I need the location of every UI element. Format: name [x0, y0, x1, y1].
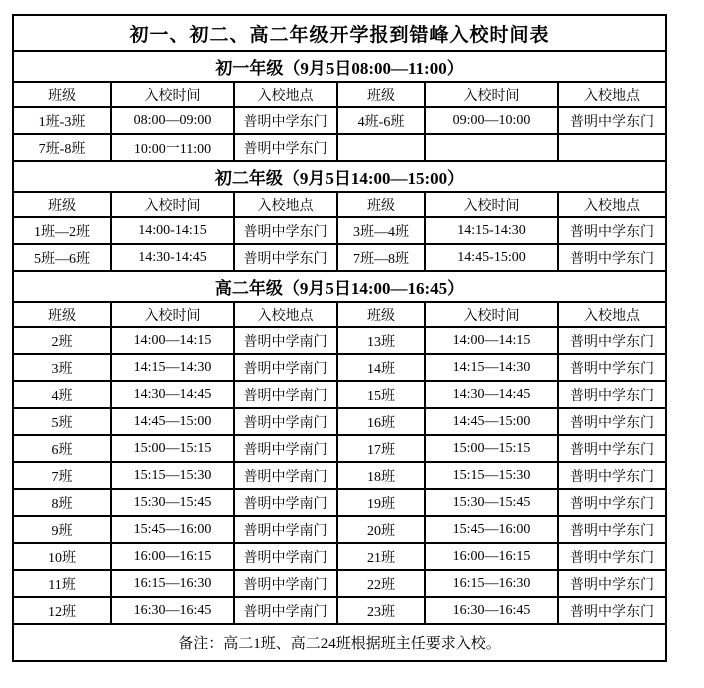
location-cell: 普明中学南门	[234, 489, 337, 516]
table-row	[13, 462, 666, 489]
class-cell: 13班	[337, 327, 425, 354]
time-cell: 14:00—14:15	[425, 327, 558, 354]
location-cell: 普明中学东门	[558, 435, 666, 462]
table-row	[13, 327, 666, 354]
column-header-class: 班级	[337, 82, 425, 107]
column-header-class: 班级	[13, 192, 111, 217]
location-cell: 普明中学东门	[558, 217, 666, 244]
class-cell: 3班	[13, 354, 111, 381]
column-header-class: 班级	[337, 192, 425, 217]
table-row	[13, 381, 666, 408]
location-cell: 普明中学南门	[234, 327, 337, 354]
note: 备注：高二1班、高二24班根据班主任要求入校。	[13, 624, 666, 661]
time-cell: 14:45-15:00	[425, 244, 558, 271]
time-cell: 15:45—16:00	[111, 516, 234, 543]
time-cell: 16:15—16:30	[425, 570, 558, 597]
class-cell: 3班—4班	[337, 217, 425, 244]
table-row	[13, 354, 666, 381]
location-cell: 普明中学东门	[234, 107, 337, 134]
section-heading-senior2: 高二年级（9月5日14:00—16:45）	[13, 271, 666, 302]
location-cell: 普明中学东门	[558, 543, 666, 570]
time-cell	[425, 134, 558, 161]
class-cell: 7班-8班	[13, 134, 111, 161]
location-cell: 普明中学南门	[234, 543, 337, 570]
time-cell: 15:00—15:15	[425, 435, 558, 462]
location-cell: 普明中学南门	[234, 462, 337, 489]
time-cell: 14:00-14:15	[111, 217, 234, 244]
location-cell: 普明中学东门	[234, 134, 337, 161]
location-cell: 普明中学南门	[234, 516, 337, 543]
location-cell: 普明中学南门	[234, 354, 337, 381]
table-row	[13, 244, 666, 271]
location-cell: 普明中学南门	[234, 597, 337, 624]
section-heading-junior1: 初一年级（9月5日08:00—11:00）	[13, 51, 666, 82]
time-cell: 14:15—14:30	[425, 354, 558, 381]
table-row	[13, 217, 666, 244]
location-cell: 普明中学南门	[234, 570, 337, 597]
time-cell: 16:15—16:30	[111, 570, 234, 597]
column-header-location: 入校地点	[234, 192, 337, 217]
location-cell: 普明中学东门	[558, 597, 666, 624]
entry-schedule-table	[12, 14, 667, 662]
class-cell: 23班	[337, 597, 425, 624]
header-row-senior2	[13, 302, 666, 327]
class-cell: 11班	[13, 570, 111, 597]
class-cell: 5班—6班	[13, 244, 111, 271]
time-cell: 15:30—15:45	[111, 489, 234, 516]
column-header-location: 入校地点	[234, 302, 337, 327]
class-cell: 7班	[13, 462, 111, 489]
class-cell: 19班	[337, 489, 425, 516]
class-cell: 5班	[13, 408, 111, 435]
table-row	[13, 435, 666, 462]
time-cell: 15:45—16:00	[425, 516, 558, 543]
location-cell: 普明中学东门	[234, 217, 337, 244]
class-cell: 1班-3班	[13, 107, 111, 134]
location-cell: 普明中学南门	[234, 381, 337, 408]
column-header-time: 入校时间	[111, 192, 234, 217]
time-cell: 14:30—14:45	[425, 381, 558, 408]
class-cell: 21班	[337, 543, 425, 570]
location-cell: 普明中学东门	[558, 462, 666, 489]
column-header-time: 入校时间	[111, 302, 234, 327]
location-cell: 普明中学南门	[234, 408, 337, 435]
class-cell: 10班	[13, 543, 111, 570]
table-row	[13, 597, 666, 624]
class-cell: 12班	[13, 597, 111, 624]
location-cell: 普明中学东门	[558, 354, 666, 381]
location-cell: 普明中学东门	[558, 327, 666, 354]
location-cell: 普明中学东门	[558, 408, 666, 435]
class-cell: 20班	[337, 516, 425, 543]
column-header-location: 入校地点	[234, 82, 337, 107]
section-heading-junior2: 初二年级（9月5日14:00—15:00）	[13, 161, 666, 192]
time-cell: 16:30—16:45	[425, 597, 558, 624]
time-cell: 14:45—15:00	[111, 408, 234, 435]
location-cell	[558, 134, 666, 161]
class-cell: 2班	[13, 327, 111, 354]
class-cell: 4班-6班	[337, 107, 425, 134]
time-cell: 08:00—09:00	[111, 107, 234, 134]
table-row	[13, 408, 666, 435]
time-cell: 09:00—10:00	[425, 107, 558, 134]
class-cell: 16班	[337, 408, 425, 435]
class-cell: 22班	[337, 570, 425, 597]
class-cell: 4班	[13, 381, 111, 408]
class-cell: 7班—8班	[337, 244, 425, 271]
column-header-location: 入校地点	[558, 82, 666, 107]
time-cell: 15:00—15:15	[111, 435, 234, 462]
table-row	[13, 134, 666, 161]
class-cell: 15班	[337, 381, 425, 408]
column-header-time: 入校时间	[111, 82, 234, 107]
class-cell: 17班	[337, 435, 425, 462]
location-cell: 普明中学东门	[558, 489, 666, 516]
time-cell: 14:30-14:45	[111, 244, 234, 271]
class-cell: 6班	[13, 435, 111, 462]
table-row	[13, 543, 666, 570]
location-cell: 普明中学东门	[558, 381, 666, 408]
class-cell: 8班	[13, 489, 111, 516]
time-cell: 14:00—14:15	[111, 327, 234, 354]
location-cell: 普明中学东门	[558, 244, 666, 271]
column-header-location: 入校地点	[558, 192, 666, 217]
class-cell: 14班	[337, 354, 425, 381]
time-cell: 16:00—16:15	[425, 543, 558, 570]
column-header-location: 入校地点	[558, 302, 666, 327]
table-row	[13, 107, 666, 134]
header-row-junior1	[13, 82, 666, 107]
column-header-class: 班级	[13, 302, 111, 327]
class-cell: 9班	[13, 516, 111, 543]
time-cell: 14:15-14:30	[425, 217, 558, 244]
location-cell: 普明中学东门	[558, 570, 666, 597]
location-cell: 普明中学东门	[558, 516, 666, 543]
column-header-time: 入校时间	[425, 192, 558, 217]
class-cell: 18班	[337, 462, 425, 489]
column-header-time: 入校时间	[425, 82, 558, 107]
time-cell: 14:15—14:30	[111, 354, 234, 381]
time-cell: 16:00—16:15	[111, 543, 234, 570]
column-header-time: 入校时间	[425, 302, 558, 327]
time-cell: 15:15—15:30	[111, 462, 234, 489]
column-header-class: 班级	[13, 82, 111, 107]
class-cell: 1班—2班	[13, 217, 111, 244]
location-cell: 普明中学东门	[234, 244, 337, 271]
table-row	[13, 516, 666, 543]
time-cell: 10:00一11:00	[111, 134, 234, 161]
location-cell: 普明中学东门	[558, 107, 666, 134]
table-row	[13, 570, 666, 597]
table-row	[13, 489, 666, 516]
time-cell: 15:15—15:30	[425, 462, 558, 489]
location-cell: 普明中学南门	[234, 435, 337, 462]
table-title: 初一、初二、高二年级开学报到错峰入校时间表	[13, 15, 666, 51]
header-row-junior2	[13, 192, 666, 217]
time-cell: 14:45—15:00	[425, 408, 558, 435]
column-header-class: 班级	[337, 302, 425, 327]
class-cell	[337, 134, 425, 161]
time-cell: 14:30—14:45	[111, 381, 234, 408]
time-cell: 15:30—15:45	[425, 489, 558, 516]
time-cell: 16:30—16:45	[111, 597, 234, 624]
